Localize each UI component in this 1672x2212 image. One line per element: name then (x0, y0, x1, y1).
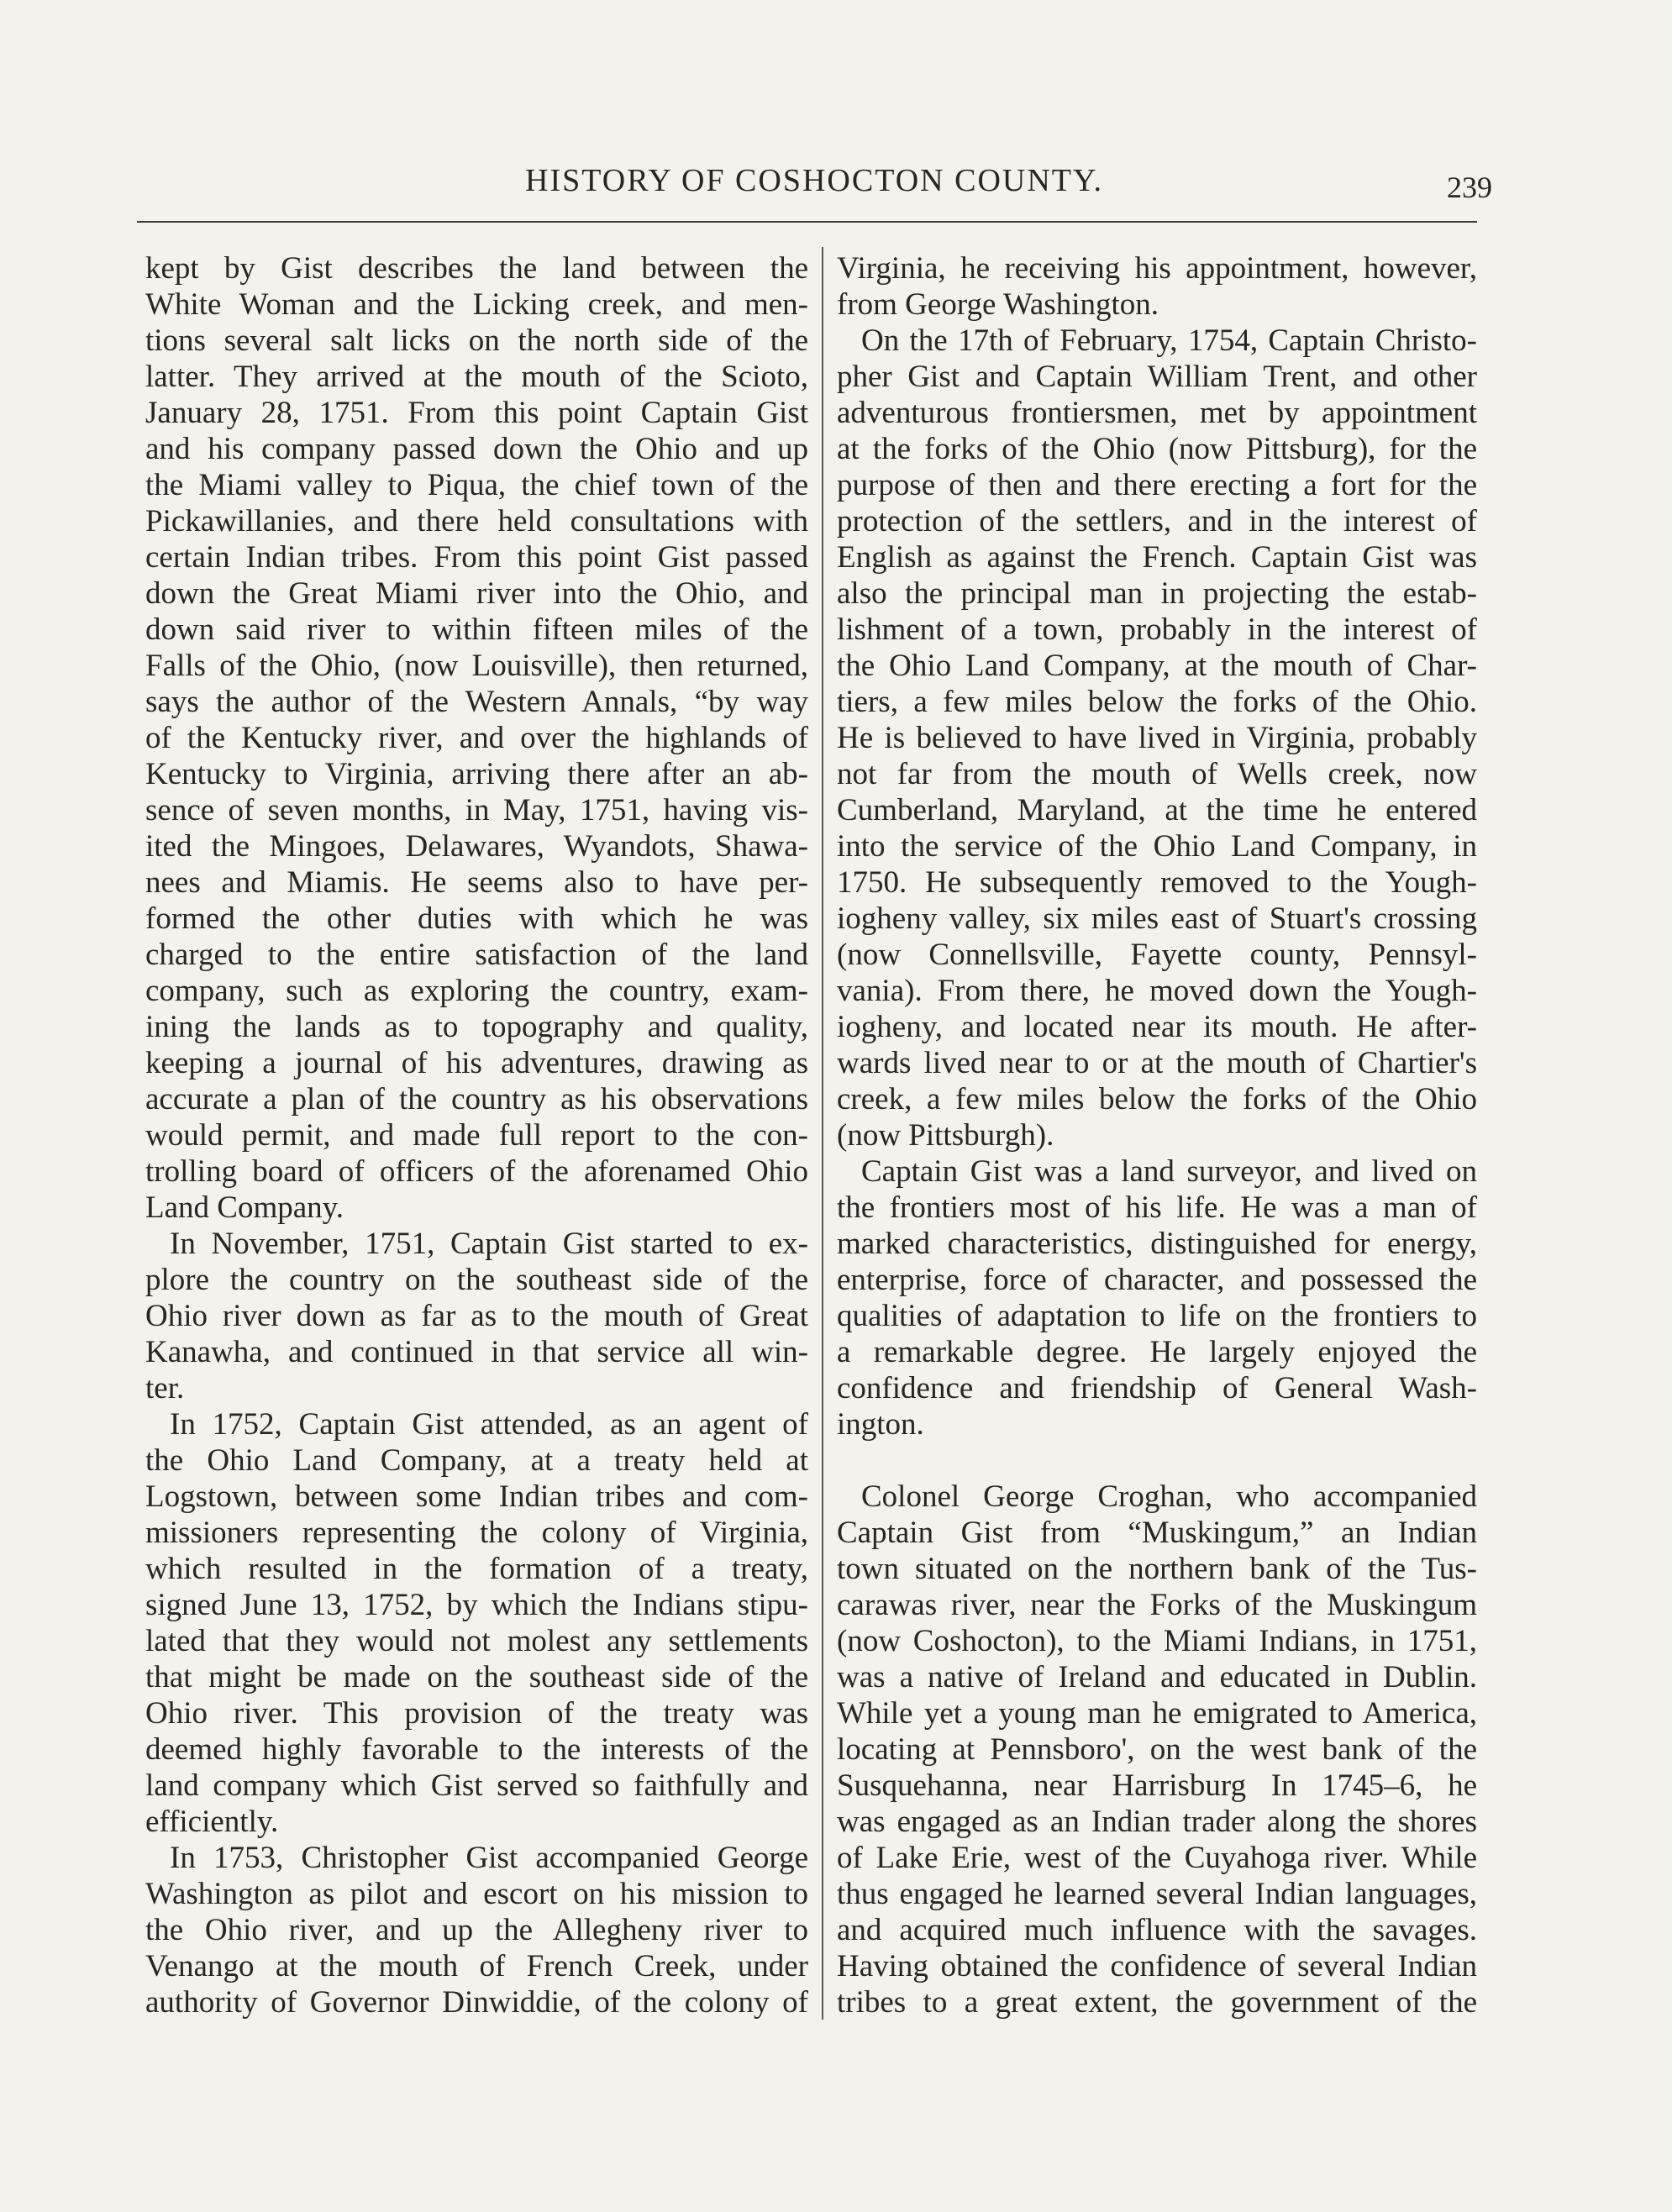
text-line: protection of the settlers, and in the interest of (837, 504, 1477, 539)
text-line: Land Company. (145, 1190, 344, 1225)
text-line: lated that they would not molest any settlements (145, 1624, 808, 1658)
text-line: kept by Gist describes the land between the (145, 251, 808, 286)
running-head: HISTORY OF COSHOCTON COUNTY. (525, 163, 1104, 198)
text-line: also the principal man in projecting the estab- (837, 576, 1477, 611)
text-line: and his company passed down the Ohio and up (145, 432, 808, 466)
text-line: efficiently. (145, 1805, 279, 1839)
paragraph (837, 323, 1477, 1153)
text-line: wards lived near to or at the mouth of Chartier's (837, 1046, 1477, 1080)
text-line: authority of Governor Dinwiddie, of the colony of (145, 1985, 808, 2020)
text-line: Captain Gist from “Muskingum,” an Indian (837, 1516, 1477, 1550)
text-line: of Lake Erie, west of the Cuyahoga river. While (837, 1841, 1477, 1875)
text-line: the Ohio Land Company, at the mouth of Char- (837, 649, 1477, 683)
text-line: iogheny valley, six miles east of Stuart's crossing (837, 901, 1477, 936)
text-line: keeping a journal of his adventures, drawing as (145, 1046, 808, 1080)
text-line: plore the country on the southeast side of the (145, 1263, 808, 1297)
text-line: Captain Gist was a land surveyor, and lived on (861, 1154, 1477, 1189)
text-line: White Woman and the Licking creek, and men- (145, 287, 808, 322)
text-line: Susquehanna, near Harrisburg In 1745–6, he (837, 1768, 1477, 1803)
text-line: formed the other duties with which he was (145, 901, 808, 936)
text-line: that might be made on the southeast side of the (145, 1660, 808, 1694)
text-line: down said river to within fifteen miles of the (145, 612, 808, 647)
text-line: the Ohio Land Company, at a treaty held at (145, 1443, 808, 1478)
text-line: In 1752, Captain Gist attended, as an agent of (170, 1407, 808, 1442)
text-line: ington. (837, 1407, 924, 1442)
text-line: lishment of a town, probably in the interest of (837, 612, 1477, 647)
text-line: thus engaged he learned several Indian languages, (837, 1877, 1477, 1911)
text-line: On the 17th of February, 1754, Captain Christo- (861, 323, 1477, 358)
text-line: into the service of the Ohio Land Company, in (837, 829, 1477, 864)
right-column (837, 250, 1477, 2020)
text-line: (now Coshocton), to the Miami Indians, in 1751, (837, 1624, 1477, 1658)
text-line: missioners representing the colony of Virginia, (145, 1516, 808, 1550)
text-line: tions several salt licks on the north side of the (145, 323, 808, 358)
text-line: Ohio river down as far as to the mouth of Great (145, 1299, 808, 1333)
text-line: In 1753, Christopher Gist accompanied George (170, 1841, 808, 1875)
text-line: Logstown, between some Indian tribes and com- (145, 1479, 808, 1514)
text-line: of the Kentucky river, and over the highlands of (145, 721, 808, 755)
text-line: English as against the French. Captain Gist was (837, 540, 1477, 575)
text-line: the frontiers most of his life. He was a man of (837, 1190, 1477, 1225)
text-line: company, such as exploring the country, exam- (145, 974, 808, 1008)
paragraph (837, 1153, 1477, 1442)
text-line: Virginia, he receiving his appointment, however, (837, 251, 1477, 286)
text-line: Venango at the mouth of French Creek, under (145, 1949, 808, 1983)
text-line: accurate a plan of the country as his observations (145, 1082, 808, 1117)
paragraph (145, 1840, 808, 2020)
text-line: tiers, a few miles below the forks of the Ohio. (837, 685, 1477, 719)
text-line: says the author of the Western Annals, “by way (145, 685, 808, 719)
text-line: Falls of the Ohio, (now Louisville), then returned, (145, 649, 808, 683)
text-line: sence of seven months, in May, 1751, having vis- (145, 793, 808, 828)
text-line: qualities of adaptation to life on the frontiers to (837, 1299, 1477, 1333)
column-divider (822, 247, 823, 2020)
text-line: and acquired much influence with the savages. (837, 1913, 1477, 1947)
text-line: from George Washington. (837, 287, 1159, 322)
text-line: tribes to a great extent, the government of the (837, 1985, 1477, 2020)
text-line: would permit, and made full report to the con- (145, 1118, 808, 1153)
text-line: signed June 13, 1752, by which the Indians stipu- (145, 1588, 808, 1622)
text-line: enterprise, force of character, and possessed the (837, 1263, 1477, 1297)
text-line: which resulted in the formation of a treaty, (145, 1552, 808, 1586)
text-line: not far from the mouth of Wells creek, now (837, 757, 1477, 791)
text-line: charged to the entire satisfaction of the land (145, 938, 808, 972)
paragraph (145, 1406, 808, 1840)
text-line: Kanawha, and continued in that service all win- (145, 1335, 808, 1369)
text-line: adventurous frontiersmen, met by appointment (837, 396, 1477, 430)
text-line: ter. (145, 1371, 185, 1405)
text-line: at the forks of the Ohio (now Pittsburg), for the (837, 432, 1477, 466)
text-line: the Miami valley to Piqua, the chief town of the (145, 468, 808, 502)
text-line: land company which Gist served so faithfully and (145, 1768, 808, 1803)
text-line: town situated on the northern bank of the Tus- (837, 1552, 1477, 1586)
left-column (145, 250, 808, 2020)
text-line: the Ohio river, and up the Allegheny river to (145, 1913, 808, 1947)
text-line: January 28, 1751. From this point Captain Gist (145, 396, 808, 430)
paragraph (837, 250, 1477, 323)
text-line: trolling board of officers of the aforenamed Ohio (145, 1154, 808, 1189)
text-line: Colonel George Croghan, who accompanied (861, 1479, 1477, 1514)
text-line: ited the Mingoes, Delawares, Wyandots, Shawa- (145, 829, 808, 864)
text-line: Ohio river. This provision of the treaty was (145, 1696, 808, 1731)
text-line: (now Connellsville, Fayette county, Pennsyl- (837, 938, 1477, 972)
text-line: purpose of then and there erecting a fort for the (837, 468, 1477, 502)
text-line: Kentucky to Virginia, arriving there after an ab- (145, 757, 808, 791)
header-rule (137, 221, 1477, 223)
text-line: carawas river, near the Forks of the Muskingum (837, 1588, 1477, 1622)
paragraph (145, 250, 808, 1226)
paragraph (145, 1226, 808, 1406)
text-line: (now Pittsburgh). (837, 1118, 1054, 1153)
text-line: deemed highly favorable to the interests of the (145, 1732, 808, 1767)
text-line: While yet a young man he emigrated to America, (837, 1696, 1477, 1731)
text-line: creek, a few miles below the forks of the Ohio (837, 1082, 1477, 1117)
section-gap (837, 1442, 1477, 1479)
text-line: 1750. He subsequently removed to the Yough- (837, 865, 1477, 900)
text-line: latter. They arrived at the mouth of the Scioto, (145, 360, 808, 394)
text-line: nees and Miamis. He seems also to have per- (145, 865, 808, 900)
text-line: a remarkable degree. He largely enjoyed the (837, 1335, 1477, 1369)
text-line: was a native of Ireland and educated in Dublin. (837, 1660, 1477, 1694)
paragraph (837, 1479, 1477, 2020)
text-line: He is believed to have lived in Virginia, probably (837, 721, 1477, 755)
text-line: locating at Pennsboro', on the west bank of the (837, 1732, 1477, 1767)
text-line: Cumberland, Maryland, at the time he entered (837, 793, 1477, 828)
text-line: down the Great Miami river into the Ohio, and (145, 576, 808, 611)
text-line: confidence and friendship of General Wash- (837, 1371, 1477, 1405)
text-line: certain Indian tribes. From this point Gist passed (145, 540, 808, 575)
text-line: vania). From there, he moved down the Yough- (837, 974, 1477, 1008)
text-line: Pickawillanies, and there held consultations with (145, 504, 808, 539)
page-number: 239 (1447, 171, 1492, 204)
text-line: Washington as pilot and escort on his mission to (145, 1877, 808, 1911)
text-line: Having obtained the confidence of several Indian (837, 1949, 1477, 1983)
text-line: marked characteristics, distinguished for energy, (837, 1227, 1477, 1261)
text-line: was engaged as an Indian trader along the shores (837, 1805, 1477, 1839)
text-line: In November, 1751, Captain Gist started to ex- (170, 1227, 808, 1261)
text-line: pher Gist and Captain William Trent, and other (837, 360, 1477, 394)
text-line: iogheny, and located near its mouth. He after- (837, 1010, 1477, 1044)
text-line: ining the lands as to topography and quality, (145, 1010, 808, 1044)
